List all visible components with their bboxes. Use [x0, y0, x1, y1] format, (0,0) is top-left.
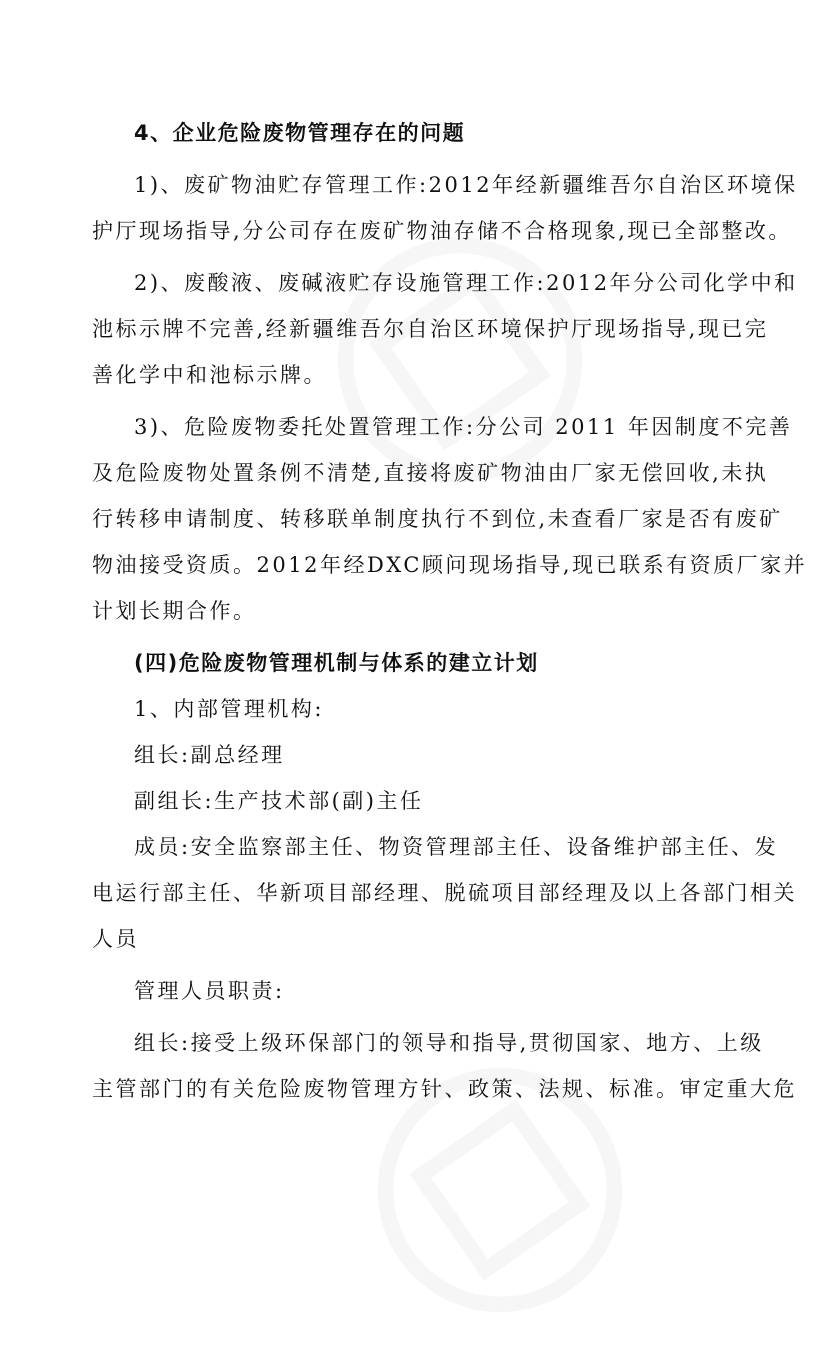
paragraph-line: 主管部门的有关危险废物管理方针、政策、法规、标准。审定重大危 [92, 1077, 797, 1101]
paragraph-line: 行转移申请制度、转移联单制度执行不到位,未查看厂家是否有废矿 [92, 507, 783, 531]
paragraph-line: 成员:安全监察部主任、物资管理部主任、设备维护部主任、发 [134, 835, 779, 859]
paragraph-line: 护厅现场指导,分公司存在废矿物油存储不合格现象,现已全部整改。 [92, 219, 792, 243]
paragraph-disposal [92, 404, 808, 634]
list-item: 副组长:生产技术部(副)主任 [134, 789, 424, 813]
paragraph-line: 3)、危险废物委托处置管理工作:分公司 2011 年因制度不完善 [134, 415, 793, 439]
list-item: 组长:副总经理 [134, 743, 285, 767]
section-heading: (四)危险废物管理机制与体系的建立计划 [134, 651, 539, 675]
paragraph-line: 1)、废矿物油贮存管理工作:2012年经新疆维吾尔自治区环境保 [134, 173, 798, 197]
list-item: 1、内部管理机构: [134, 697, 324, 721]
document-body [92, 110, 808, 1112]
list-item: 管理人员职责: [134, 979, 285, 1003]
paragraph-members [92, 824, 797, 962]
paragraph-line: 组长:接受上级环保部门的领导和指导,贯彻国家、地方、上级 [134, 1031, 764, 1055]
paragraph-line: 2)、废酸液、废碱液贮存设施管理工作:2012年分公司化学中和 [134, 271, 798, 295]
paragraph-line: 物油接受资质。2012年经DXC顾问现场指导,现已联系有资质厂家并 [92, 553, 808, 577]
paragraph-waste-oil [92, 162, 798, 254]
paragraph-line: 及危险废物处置条例不清楚,直接将废矿物油由厂家无偿回收,未执 [92, 461, 769, 485]
paragraph-acid-alkali [92, 260, 798, 398]
section-heading: 4、企业危险废物管理存在的问题 [134, 121, 466, 145]
paragraph-line: 池标示牌不完善,经新疆维吾尔自治区环境保护厅现场指导,现已完 [92, 317, 769, 341]
paragraph-leader-duty [92, 1020, 797, 1112]
paragraph-line: 电运行部主任、华新项目部经理、脱硫项目部经理及以上各部门相关 [92, 881, 797, 905]
paragraph-line: 善化学中和池标示牌。 [92, 363, 327, 387]
paragraph-line: 人员 [92, 927, 139, 951]
paragraph-line: 计划长期合作。 [92, 599, 257, 623]
